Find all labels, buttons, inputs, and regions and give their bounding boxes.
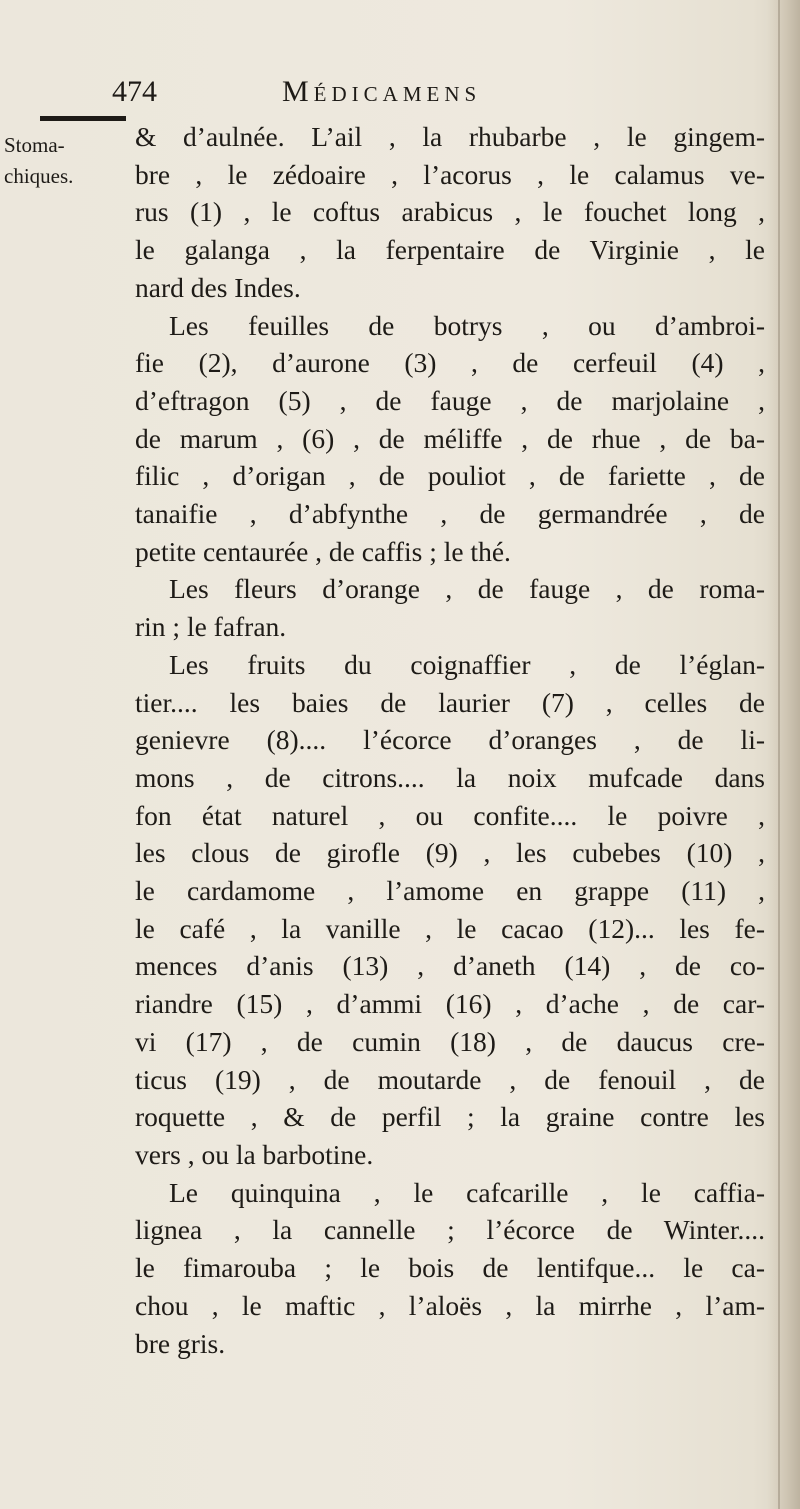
text-line: le fimarouba ; le bois de lentifque... le ca-	[135, 1252, 765, 1284]
text-line: chou , le maftic , l’aloës , la mirrhe , l’am-	[135, 1289, 765, 1321]
text-line: de marum , (6) , de méliffe , de rhue , de ba-	[135, 422, 765, 454]
text-line: nard des Indes.	[135, 271, 301, 303]
text-line: bre gris.	[135, 1327, 226, 1359]
text-line: tier.... les baies de laurier (7) , celles de	[135, 686, 765, 718]
text-line: d’eftragon (5) , de fauge , de marjolaine ,	[135, 384, 765, 416]
text-line: le cardamome , l’amome en grappe (11) ,	[135, 875, 765, 907]
text-line: fie (2), d’aurone (3) , de cerfeuil (4) ,	[135, 347, 765, 379]
text-line: tanaifie , d’abfynthe , de germandrée , de	[135, 498, 765, 530]
text-line: vi (17) , de cumin (18) , de daucus cre-	[135, 1025, 765, 1057]
text-line: filic , d’origan , de pouliot , de fariette , de	[135, 460, 765, 492]
text-line: Les fleurs d’orange , de fauge , de roma-	[169, 573, 765, 605]
text-line: & d’aulnée. L’ail , la rhubarbe , le gingem-	[135, 121, 765, 152]
text-line: bre , le zédoaire , l’acorus , le calamus ve-	[135, 158, 765, 190]
text-line: riandre (15) , d’ammi (16) , d’ache , de car-	[135, 988, 765, 1020]
page-header	[112, 72, 752, 116]
page-gutter-edge	[766, 0, 800, 1509]
text-line: ticus (19) , de moutarde , de fenouil , de	[135, 1063, 765, 1095]
text-line: fon état naturel , ou confite.... le poivre ,	[135, 799, 765, 831]
margin-note-line-1: Stoma-	[4, 133, 65, 157]
text-line: Les fruits du coignaffier , de l’églan-	[169, 648, 765, 680]
text-line: le galanga , la ferpentaire de Virginie , le	[135, 234, 765, 266]
text-line: petite centaurée , de caffis ; le thé.	[135, 535, 511, 567]
margin-note-line-2: chiques.	[4, 164, 74, 188]
page-number: 474	[112, 75, 157, 108]
text-line: rin ; le fafran.	[135, 611, 287, 643]
binding-line	[778, 0, 780, 1509]
text-line: rus (1) , le coftus arabicus , le fouchet long ,	[135, 196, 765, 228]
text-line: vers , ou la barbotine.	[135, 1138, 374, 1170]
margin-note	[4, 130, 106, 192]
text-line: lignea , la cannelle ; l’écorce de Winter....	[135, 1214, 765, 1246]
margin-rule	[40, 116, 126, 121]
text-line: Les feuilles de botrys , ou d’ambroi-	[169, 309, 765, 341]
body-text	[135, 118, 765, 1362]
text-line: le café , la vanille , le cacao (12)... les fe-	[135, 912, 765, 944]
text-line: les clous de girofle (9) , les cubebes (10) ,	[135, 837, 765, 869]
text-line: roquette , & de perfil ; la graine contre les	[135, 1101, 765, 1133]
text-line: genievre (8).... l’écorce d’oranges , de li-	[135, 724, 765, 756]
running-title: Médicamens	[282, 75, 482, 108]
text-line: Le quinquina , le cafcarille , le caffia-	[169, 1176, 765, 1208]
text-line: mences d’anis (13) , d’aneth (14) , de co-	[135, 950, 765, 982]
text-line: mons , de citrons.... la noix mufcade dans	[135, 761, 765, 793]
